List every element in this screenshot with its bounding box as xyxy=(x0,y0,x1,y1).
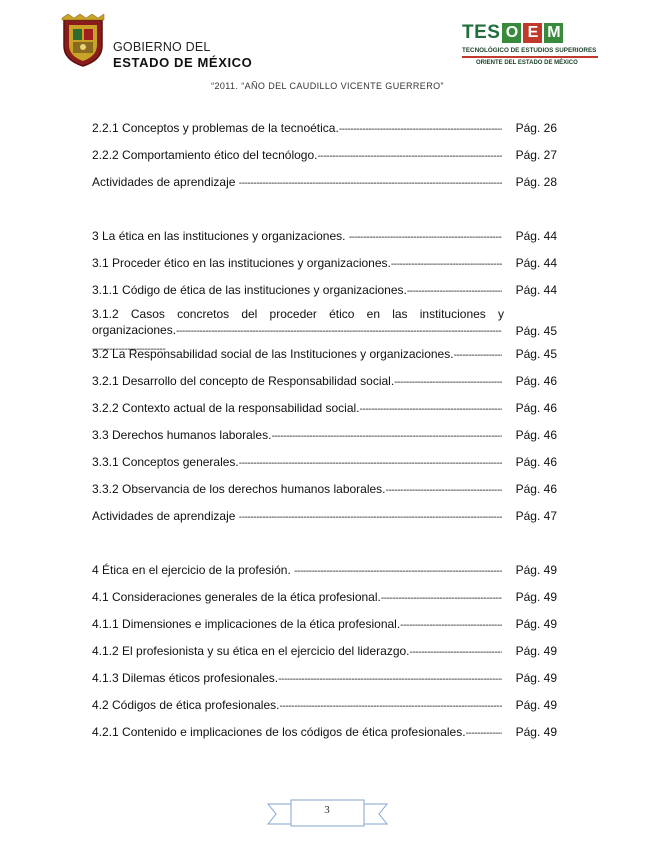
tesoem-logo xyxy=(462,22,598,66)
toc-entry-page: Pág. 47 xyxy=(515,509,557,523)
toc-entry-page: Pág. 49 xyxy=(515,671,557,685)
toc-entry-label: 4.2.1 Contenido e implicaciones de los códigos de ética profesionales. ----- xyxy=(92,723,502,743)
page-header xyxy=(0,0,655,100)
table-of-contents xyxy=(92,119,557,741)
gobierno-line2: ESTADO DE MÉXICO xyxy=(113,55,253,70)
toc-entry-label: 3.1.1 Código de ética de las instituciones y organizaciones. ----- xyxy=(92,281,502,301)
toc-entry xyxy=(92,372,557,390)
tesoem-rule xyxy=(462,56,598,58)
toc-entry-label: 4.1.2 El profesionista y su ética en el ejercicio del liderazgo. ----- xyxy=(92,642,502,662)
toc-entry-page: Pág. 49 xyxy=(515,698,557,712)
toc-entry-label: 3.3.1 Conceptos generales. ----- xyxy=(92,453,502,473)
toc-entry-label: 4 Ética en el ejercicio de la profesión. ----- xyxy=(92,561,502,581)
toc-entry-page: Pág. 46 xyxy=(515,401,557,415)
toc-entry-label: 2.2.2 Comportamiento ético del tecnólogo. ----- xyxy=(92,146,502,166)
toc-entry xyxy=(92,306,557,340)
toc-entry-label: 3.2.2 Contexto actual de la responsabilidad social. ----- xyxy=(92,399,502,419)
oem-letters xyxy=(502,23,565,43)
toc-entry-label: Actividades de aprendizaje ----- xyxy=(92,173,502,193)
toc-entry xyxy=(92,227,557,245)
toc-entry xyxy=(92,146,557,164)
toc-entry xyxy=(92,723,557,741)
tesoem-name-line1: TECNOLÓGICO DE ESTUDIOS SUPERIORES xyxy=(462,47,597,54)
gobierno-line1: GOBIERNO DEL xyxy=(113,40,211,54)
toc-entry-page: Pág. 45 xyxy=(515,347,557,361)
toc-entry xyxy=(92,453,557,471)
toc-entry-label: 4.1.3 Dilemas éticos profesionales. ----- xyxy=(92,669,502,689)
toc-entry xyxy=(92,426,557,444)
toc-entry-page: Pág. 28 xyxy=(515,175,557,189)
toc-entry-label: 3.2 La Responsabilidad social de las Instituciones y organizaciones. ----- xyxy=(92,345,502,365)
toc-entry-label: 3.3.2 Observancia de los derechos humanos laborales. ----- xyxy=(92,480,502,500)
toc-entry-page: Pág. 44 xyxy=(515,283,557,297)
toc-entry-page: Pág. 26 xyxy=(515,121,557,135)
toc-entry-label: 4.1 Consideraciones generales de la ética profesional. ----- xyxy=(92,588,502,608)
page-number: 3 xyxy=(324,804,330,816)
toc-entry xyxy=(92,281,557,299)
gobierno-logo-text xyxy=(113,40,252,70)
page-footer xyxy=(0,790,655,830)
toc-entry-page: Pág. 49 xyxy=(515,725,557,739)
toc-entry-page: Pág. 46 xyxy=(515,428,557,442)
toc-entry xyxy=(92,399,557,417)
toc-entry xyxy=(92,669,557,687)
toc-entry-page: Pág. 46 xyxy=(515,455,557,469)
toc-entry xyxy=(92,480,557,498)
toc-entry-page: Pág. 45 xyxy=(515,324,557,338)
toc-entry-label: 3.2.1 Desarrollo del concepto de Responsabilidad social. ----- xyxy=(92,372,502,392)
oem-letter-m: M xyxy=(544,23,563,43)
toc-entry-label: 3.3 Derechos humanos laborales. ----- xyxy=(92,426,502,446)
toc-entry-page: Pág. 49 xyxy=(515,617,557,631)
toc-entry-label: 3 La ética en las instituciones y organizaciones. ----- xyxy=(92,227,502,247)
toc-entry xyxy=(92,696,557,714)
toc-entry-page: Pág. 27 xyxy=(515,148,557,162)
estado-de-mexico-coat-of-arms-logo xyxy=(60,14,106,73)
toc-entry-page: Pág. 44 xyxy=(515,256,557,270)
toc-entry xyxy=(92,588,557,606)
toc-entry-label: 4.2 Códigos de ética profesionales. ----- xyxy=(92,696,502,716)
toc-entry-label: 4.1.1 Dimensiones e implicaciones de la ética profesional. ----- xyxy=(92,615,502,635)
tes-word: TES xyxy=(462,22,501,43)
toc-entry-label: Actividades de aprendizaje ----- xyxy=(92,507,502,527)
toc-entry-page: Pág. 49 xyxy=(515,563,557,577)
oem-letter-o: O xyxy=(502,23,521,43)
toc-entry-page: Pág. 46 xyxy=(515,374,557,388)
toc-entry-page: Pág. 44 xyxy=(515,229,557,243)
toc-entry xyxy=(92,561,557,579)
toc-entry-label: 2.2.1 Conceptos y problemas de la tecnoética. ----- xyxy=(92,119,502,139)
toc-entry xyxy=(92,642,557,660)
toc-entry-page: Pág. 49 xyxy=(515,590,557,604)
toc-entry xyxy=(92,119,557,137)
toc-entry-label: 3.1 Proceder ético en las instituciones y organizaciones. ----- xyxy=(92,254,502,274)
year-motto: “2011. “AÑO DEL CAUDILLO VICENTE GUERRERO” xyxy=(211,81,444,91)
toc-entry-page: Pág. 49 xyxy=(515,644,557,658)
toc-entry xyxy=(92,507,557,525)
toc-entry xyxy=(92,173,557,191)
oem-letter-e: E xyxy=(523,23,542,43)
toc-entry xyxy=(92,345,557,363)
toc-entry xyxy=(92,254,557,272)
toc-entry xyxy=(92,615,557,633)
tesoem-name-line2: ORIENTE DEL ESTADO DE MÉXICO xyxy=(476,59,578,66)
toc-entry-page: Pág. 46 xyxy=(515,482,557,496)
toc-entry-label: 3.1.2 Casos concretos del proceder ético en las instituciones y organizaciones. ----- xyxy=(92,306,504,358)
